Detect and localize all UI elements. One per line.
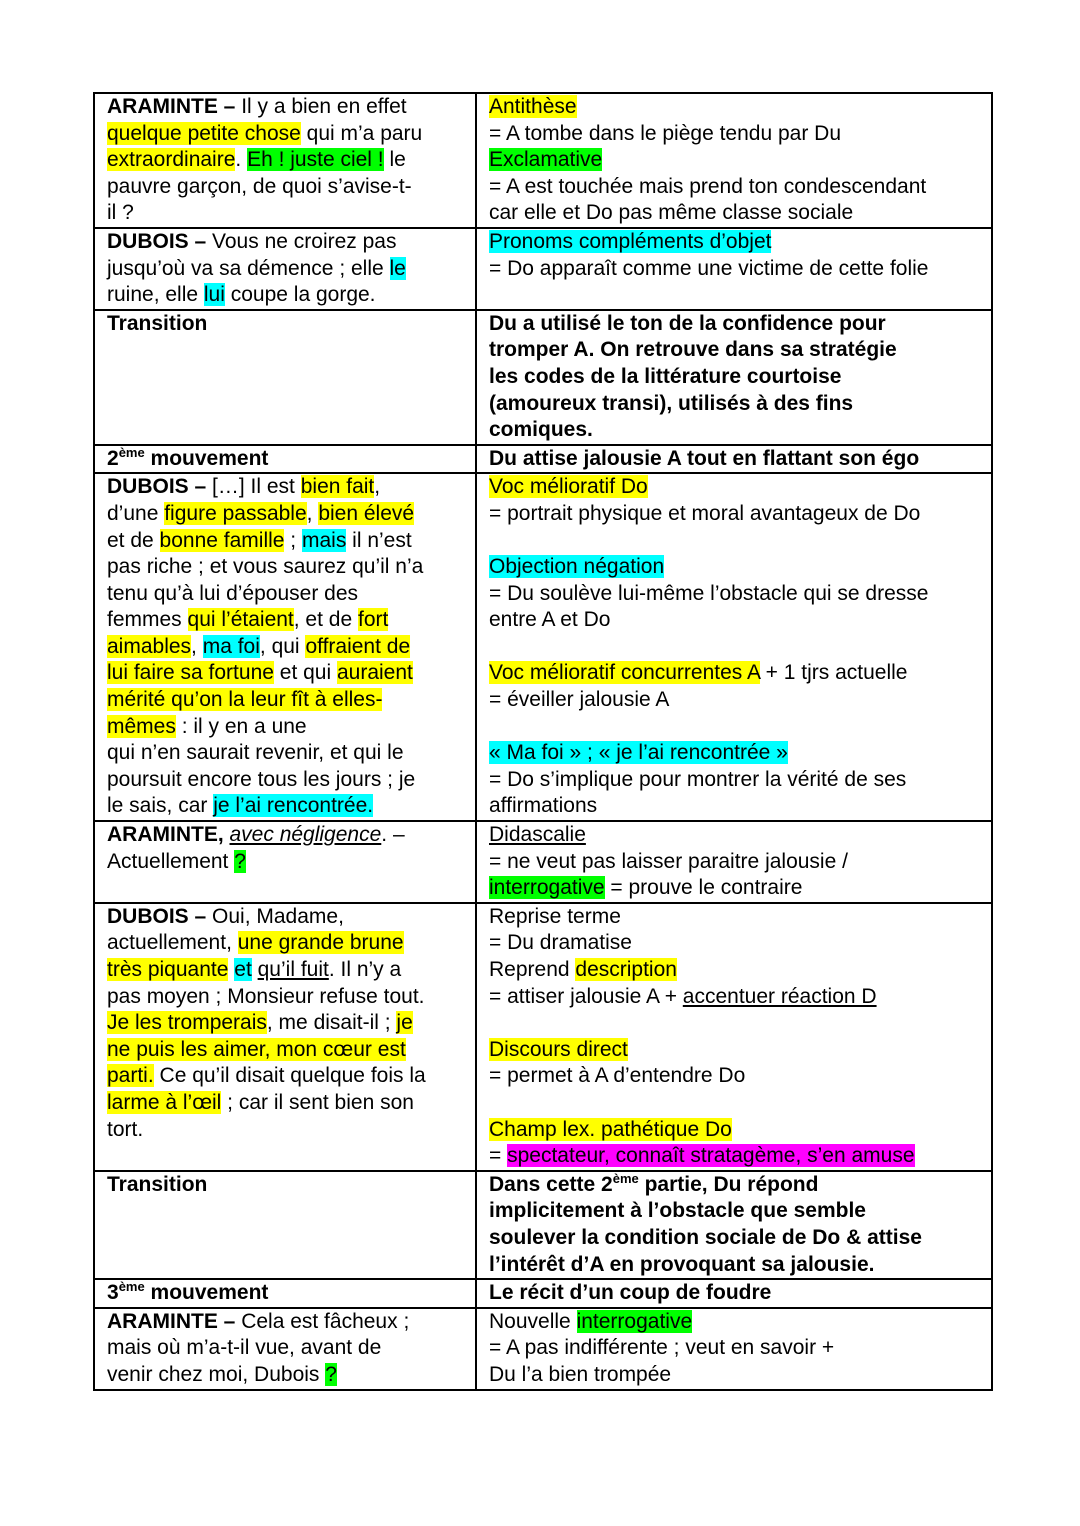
highlighted-text: ne puis les aimer, mon cœur est bbox=[107, 1037, 406, 1061]
text-segment: Du l’a bien trompée bbox=[489, 1362, 672, 1386]
text-segment: car elle et Do pas même classe sociale bbox=[489, 201, 854, 225]
highlighted-text: mais bbox=[301, 528, 347, 552]
cell-line bbox=[489, 1037, 979, 1064]
analysis-cell bbox=[476, 445, 992, 474]
cell-line bbox=[489, 121, 979, 148]
highlighted-text: figure passable bbox=[164, 501, 307, 525]
highlighted-text: auraient bbox=[336, 661, 413, 685]
table-row-transition bbox=[94, 1171, 992, 1279]
text-segment: tenu qu’à lui d’épouser des bbox=[107, 581, 359, 605]
text-segment: les codes de la littérature courtoise bbox=[489, 364, 842, 388]
text-segment: Vous ne croirez pas bbox=[212, 229, 397, 253]
cell-line bbox=[107, 1172, 463, 1199]
text-segment: tort. bbox=[107, 1117, 144, 1141]
text-segment: mais où m’a-t-il vue, avant de bbox=[107, 1336, 382, 1360]
highlighted-text: qui l’étaient bbox=[187, 608, 294, 632]
text-segment: = Do s’implique pour montrer la vérité de ses bbox=[489, 767, 907, 791]
cell-line bbox=[107, 822, 463, 849]
highlighted-text: offraient de bbox=[305, 634, 411, 658]
text-segment: , qui bbox=[259, 634, 306, 658]
text-segment: affirmations bbox=[489, 794, 598, 818]
cell-line bbox=[489, 391, 979, 418]
cell-line bbox=[107, 1063, 463, 1090]
cell-line bbox=[107, 740, 463, 767]
cell-line bbox=[107, 581, 463, 608]
cell-line bbox=[107, 660, 463, 687]
text-segment: et qui bbox=[273, 661, 337, 685]
cell-line bbox=[107, 849, 463, 876]
cell-line bbox=[489, 174, 979, 201]
text-segment: mouvement bbox=[144, 1281, 269, 1305]
text-segment: 2 bbox=[107, 446, 119, 470]
text-segment: = Du dramatise bbox=[489, 931, 632, 955]
cell-line bbox=[107, 1037, 463, 1064]
text-segment: Actuellement bbox=[107, 849, 235, 873]
analysis-cell bbox=[476, 821, 992, 903]
cell-line bbox=[489, 1117, 979, 1144]
analysis-cell bbox=[476, 473, 992, 821]
cell-line bbox=[489, 875, 979, 902]
cell-line bbox=[489, 634, 979, 661]
cell-line bbox=[107, 474, 463, 501]
text-segment: ; bbox=[284, 528, 302, 552]
text-segment: comiques. bbox=[489, 418, 593, 442]
highlighted-text: Je les tromperais bbox=[107, 1011, 267, 1035]
cell-line bbox=[489, 1335, 979, 1362]
cell-line bbox=[489, 528, 979, 555]
text-segment: ; car il sent bien son bbox=[221, 1090, 414, 1114]
text-segment: qui m’a paru bbox=[300, 121, 423, 145]
highlighted-text: parti. bbox=[107, 1064, 154, 1088]
analysis-cell bbox=[476, 1171, 992, 1279]
cell-line bbox=[107, 229, 463, 256]
text-segment: = ne veut pas laisser paraitre jalousie / bbox=[489, 849, 848, 873]
analysis-cell bbox=[476, 310, 992, 445]
highlighted-text: Pronoms compléments d’objet bbox=[489, 229, 772, 253]
text-segment: Il y a bien en effet bbox=[241, 95, 407, 118]
cell-line bbox=[107, 984, 463, 1011]
highlighted-text: Exclamative bbox=[489, 148, 603, 172]
cell-line bbox=[489, 1309, 979, 1336]
cell-line bbox=[489, 581, 979, 608]
cell-line bbox=[489, 822, 979, 849]
table-row-heading bbox=[94, 1279, 992, 1308]
text-segment: Didascalie bbox=[489, 823, 586, 847]
table-row-text bbox=[94, 473, 992, 821]
highlighted-text: Champ lex. pathétique Do bbox=[489, 1117, 732, 1141]
text-segment: pas riche ; et vous saurez qu’il n’a bbox=[107, 555, 424, 579]
text-segment: mouvement bbox=[144, 446, 269, 470]
highlighted-text: bien élevé bbox=[318, 501, 415, 525]
cell-line bbox=[489, 474, 979, 501]
text-segment: ARAMINTE – bbox=[107, 95, 242, 118]
cell-line bbox=[107, 687, 463, 714]
cell-line bbox=[489, 417, 979, 444]
text-segment: , et de bbox=[293, 608, 358, 632]
highlighted-text: extraordinaire bbox=[107, 148, 236, 172]
text-segment: Du attise jalousie A tout en flattant son égo bbox=[489, 446, 920, 470]
text-segment: ème bbox=[612, 1170, 639, 1186]
highlighted-text: « Ma foi » ; « je l’ai rencontrée » bbox=[489, 741, 788, 765]
cell-line bbox=[107, 147, 463, 174]
text-segment: soulever la condition sociale de Do & attise bbox=[489, 1225, 922, 1249]
text-segment: Nouvelle bbox=[489, 1309, 577, 1333]
cell-line bbox=[107, 501, 463, 528]
text-segment: , bbox=[374, 475, 381, 499]
cell-line bbox=[489, 1225, 979, 1252]
text-segment: implicitement à l’obstacle que semble bbox=[489, 1199, 866, 1223]
text-segment: tromper A. On retrouve dans sa stratégie bbox=[489, 338, 897, 362]
text-segment: 3 bbox=[107, 1281, 119, 1305]
cell-line bbox=[489, 793, 979, 820]
highlighted-text: larme à l’œil bbox=[107, 1090, 222, 1114]
text-segment: ème bbox=[118, 1279, 145, 1295]
cell-line bbox=[107, 793, 463, 820]
highlighted-text: très piquante bbox=[107, 958, 229, 981]
text-segment: Le récit d’un coup de foudre bbox=[489, 1281, 772, 1305]
highlighted-text: je l’ai rencontrée. bbox=[213, 794, 374, 818]
highlighted-text: ? bbox=[234, 849, 246, 873]
text-segment: Transition bbox=[107, 1172, 208, 1196]
highlighted-text: bonne famille bbox=[159, 528, 285, 552]
cell-line bbox=[489, 1280, 979, 1307]
cell-line bbox=[107, 446, 463, 473]
table-row-heading bbox=[94, 445, 992, 474]
cell-line bbox=[107, 174, 463, 201]
cell-line bbox=[107, 957, 463, 984]
highlighted-text: fort bbox=[357, 608, 389, 632]
text-cell bbox=[94, 445, 476, 474]
cell-line bbox=[107, 714, 463, 741]
cell-line bbox=[107, 767, 463, 794]
highlighted-text: et bbox=[234, 958, 252, 981]
text-cell bbox=[94, 93, 476, 228]
cell-line bbox=[107, 1090, 463, 1117]
text-segment: pas moyen ; Monsieur refuse tout. bbox=[107, 984, 425, 1008]
text-segment: = éveiller jalousie A bbox=[489, 688, 670, 712]
text-segment: Ce qu’il disait quelque fois la bbox=[153, 1064, 426, 1088]
highlighted-text: Discours direct bbox=[489, 1037, 628, 1061]
cell-line bbox=[107, 930, 463, 957]
cell-line bbox=[489, 501, 979, 528]
highlighted-text: Objection négation bbox=[489, 555, 665, 579]
text-segment: Reprend bbox=[489, 958, 576, 981]
text-segment: Cela est fâcheux ; bbox=[241, 1309, 410, 1333]
cell-line bbox=[107, 528, 463, 555]
highlighted-text: le bbox=[389, 256, 406, 280]
table-row-text bbox=[94, 1308, 992, 1390]
cell-line bbox=[489, 1252, 979, 1279]
cell-line bbox=[107, 1117, 463, 1144]
text-segment: femmes bbox=[107, 608, 188, 632]
text-segment: l’intérêt d’A en provoquant sa jalousie. bbox=[489, 1252, 875, 1276]
cell-line bbox=[107, 94, 463, 121]
cell-line bbox=[107, 1010, 463, 1037]
text-cell bbox=[94, 1279, 476, 1308]
cell-line bbox=[489, 1362, 979, 1389]
cell-line bbox=[489, 849, 979, 876]
text-segment: venir chez moi, Dubois bbox=[107, 1362, 326, 1386]
cell-line bbox=[489, 94, 979, 121]
text-segment: partie, Du répond bbox=[638, 1172, 819, 1196]
cell-line bbox=[107, 1309, 463, 1336]
cell-line bbox=[489, 554, 979, 581]
highlighted-text: quelque petite chose bbox=[107, 121, 301, 145]
text-segment: il ? bbox=[107, 201, 134, 225]
cell-line bbox=[489, 984, 979, 1011]
highlighted-text: spectateur, connaît stratagème, s’en amuse bbox=[507, 1144, 915, 1168]
text-segment: poursuit encore tous les jours ; je bbox=[107, 767, 416, 791]
text-segment: = portrait physique et moral avantageux de Do bbox=[489, 501, 921, 525]
text-segment: = Do apparaît comme une victime de cette folie bbox=[489, 256, 929, 280]
cell-line bbox=[489, 957, 979, 984]
text-segment: le sais, car bbox=[107, 794, 214, 818]
text-segment: entre A et Do bbox=[489, 608, 611, 632]
text-cell bbox=[94, 903, 476, 1171]
table-row-transition bbox=[94, 310, 992, 445]
highlighted-text: mérité qu’on la leur fît à elles- bbox=[107, 688, 383, 712]
text-segment: . Il n’y a bbox=[328, 958, 402, 981]
highlighted-text: Voc mélioratif Do bbox=[489, 475, 648, 499]
cell-line bbox=[107, 121, 463, 148]
text-segment: = bbox=[489, 1144, 508, 1168]
text-segment: il n’est bbox=[346, 528, 412, 552]
highlighted-text: Voc mélioratif concurrentes A bbox=[489, 661, 760, 685]
highlighted-text: Antithèse bbox=[489, 95, 577, 118]
cell-line bbox=[489, 337, 979, 364]
cell-line bbox=[107, 311, 463, 338]
highlighted-text: lui bbox=[203, 283, 225, 307]
text-cell bbox=[94, 821, 476, 903]
text-segment: : il y en a une bbox=[175, 714, 307, 738]
text-segment: coupe la gorge. bbox=[224, 283, 376, 307]
text-segment: = prouve le contraire bbox=[604, 876, 803, 900]
highlighted-text: lui faire sa fortune bbox=[107, 661, 274, 685]
cell-line bbox=[489, 256, 979, 283]
text-segment: actuellement, bbox=[107, 931, 238, 955]
cell-line bbox=[107, 200, 463, 227]
text-segment: . bbox=[235, 148, 248, 172]
text-segment: et de bbox=[107, 528, 160, 552]
analysis-cell bbox=[476, 1279, 992, 1308]
text-segment: ème bbox=[118, 444, 145, 460]
analysis-table-body bbox=[94, 93, 992, 1390]
text-segment: d’une bbox=[107, 501, 165, 525]
text-segment: + 1 tjrs actuelle bbox=[759, 661, 908, 685]
analysis-cell bbox=[476, 903, 992, 1171]
cell-line bbox=[489, 229, 979, 256]
highlighted-text: aimables bbox=[107, 634, 192, 658]
cell-line bbox=[489, 364, 979, 391]
text-segment: Oui, Madame, bbox=[212, 904, 344, 928]
text-cell bbox=[94, 1171, 476, 1279]
highlighted-text: je bbox=[396, 1011, 413, 1035]
table-row-text bbox=[94, 228, 992, 310]
text-segment: qui n’en saurait revenir, et qui le bbox=[107, 741, 404, 765]
cell-line bbox=[489, 1172, 979, 1199]
text-segment: ARAMINTE – bbox=[107, 1309, 242, 1333]
text-segment: ARAMINTE, bbox=[107, 823, 230, 847]
text-segment: Du a utilisé le ton de la confidence pour bbox=[489, 311, 886, 335]
cell-line bbox=[107, 256, 463, 283]
text-segment: = Du soulève lui-même l’obstacle qui se dresse bbox=[489, 581, 929, 605]
cell-line bbox=[489, 687, 979, 714]
text-segment: DUBOIS – bbox=[107, 904, 213, 928]
cell-line bbox=[489, 904, 979, 931]
text-segment: qu’il fuit bbox=[257, 958, 329, 981]
text-segment: avec négligence bbox=[229, 823, 382, 847]
cell-line bbox=[489, 714, 979, 741]
text-segment: Dans cette 2 bbox=[489, 1172, 613, 1196]
cell-line bbox=[489, 930, 979, 957]
highlighted-text: mêmes bbox=[107, 714, 176, 738]
cell-line bbox=[489, 1010, 979, 1037]
cell-line bbox=[107, 1335, 463, 1362]
highlighted-text: ? bbox=[325, 1362, 337, 1386]
table-row-text bbox=[94, 821, 992, 903]
cell-line bbox=[107, 554, 463, 581]
text-segment: , bbox=[191, 634, 203, 658]
text-segment: (amoureux transi), utilisés à des fins bbox=[489, 391, 854, 415]
text-segment: = A pas indifférente ; veut en savoir + bbox=[489, 1336, 835, 1360]
cell-line bbox=[489, 311, 979, 338]
text-segment: le bbox=[383, 148, 406, 172]
text-segment: ruine, elle bbox=[107, 283, 204, 307]
analysis-cell bbox=[476, 228, 992, 310]
text-segment: DUBOIS – bbox=[107, 475, 213, 499]
highlighted-text: Eh ! juste ciel ! bbox=[247, 148, 384, 172]
text-segment: = A est touchée mais prend ton condescendant bbox=[489, 174, 927, 198]
cell-line bbox=[489, 1143, 979, 1170]
text-segment: , me disait-il ; bbox=[266, 1011, 397, 1035]
text-segment: = A tombe dans le piège tendu par Du bbox=[489, 121, 842, 145]
cell-line bbox=[489, 607, 979, 634]
cell-line bbox=[107, 1280, 463, 1307]
text-segment: . – bbox=[381, 823, 405, 847]
cell-line bbox=[489, 200, 979, 227]
cell-line bbox=[107, 634, 463, 661]
text-segment: Transition bbox=[107, 311, 208, 335]
text-segment: , bbox=[306, 501, 319, 525]
text-segment: Reprise terme bbox=[489, 904, 621, 928]
highlighted-text: ma foi bbox=[202, 634, 260, 658]
cell-line bbox=[489, 1063, 979, 1090]
cell-line bbox=[489, 1090, 979, 1117]
text-cell bbox=[94, 310, 476, 445]
analysis-cell bbox=[476, 1308, 992, 1390]
text-cell bbox=[94, 228, 476, 310]
cell-line bbox=[489, 1198, 979, 1225]
cell-line bbox=[489, 660, 979, 687]
cell-line bbox=[107, 904, 463, 931]
highlighted-text: bien fait bbox=[300, 475, 375, 499]
text-segment: = attiser jalousie A + bbox=[489, 984, 683, 1008]
text-cell bbox=[94, 1308, 476, 1390]
text-segment: […] Il est bbox=[212, 475, 301, 499]
cell-line bbox=[489, 147, 979, 174]
text-segment: = permet à A d’entendre Do bbox=[489, 1064, 746, 1088]
table-row-text bbox=[94, 93, 992, 228]
highlighted-text: interrogative bbox=[576, 1309, 693, 1333]
cell-line bbox=[489, 767, 979, 794]
cell-line bbox=[489, 446, 979, 473]
cell-line bbox=[107, 607, 463, 634]
cell-line bbox=[107, 1362, 463, 1389]
text-segment: pauvre garçon, de quoi s’avise-t- bbox=[107, 174, 412, 198]
highlighted-text: une grande brune bbox=[237, 931, 404, 955]
analysis-cell bbox=[476, 93, 992, 228]
cell-line bbox=[107, 282, 463, 309]
text-segment: DUBOIS – bbox=[107, 229, 213, 253]
text-cell bbox=[94, 473, 476, 821]
table-row-text bbox=[94, 903, 992, 1171]
text-segment: jusqu’où va sa démence ; elle bbox=[107, 256, 390, 280]
analysis-table bbox=[93, 92, 993, 1391]
text-segment: accentuer réaction D bbox=[682, 984, 877, 1008]
highlighted-text: description bbox=[575, 958, 677, 981]
highlighted-text: interrogative bbox=[489, 876, 605, 900]
cell-line bbox=[489, 740, 979, 767]
